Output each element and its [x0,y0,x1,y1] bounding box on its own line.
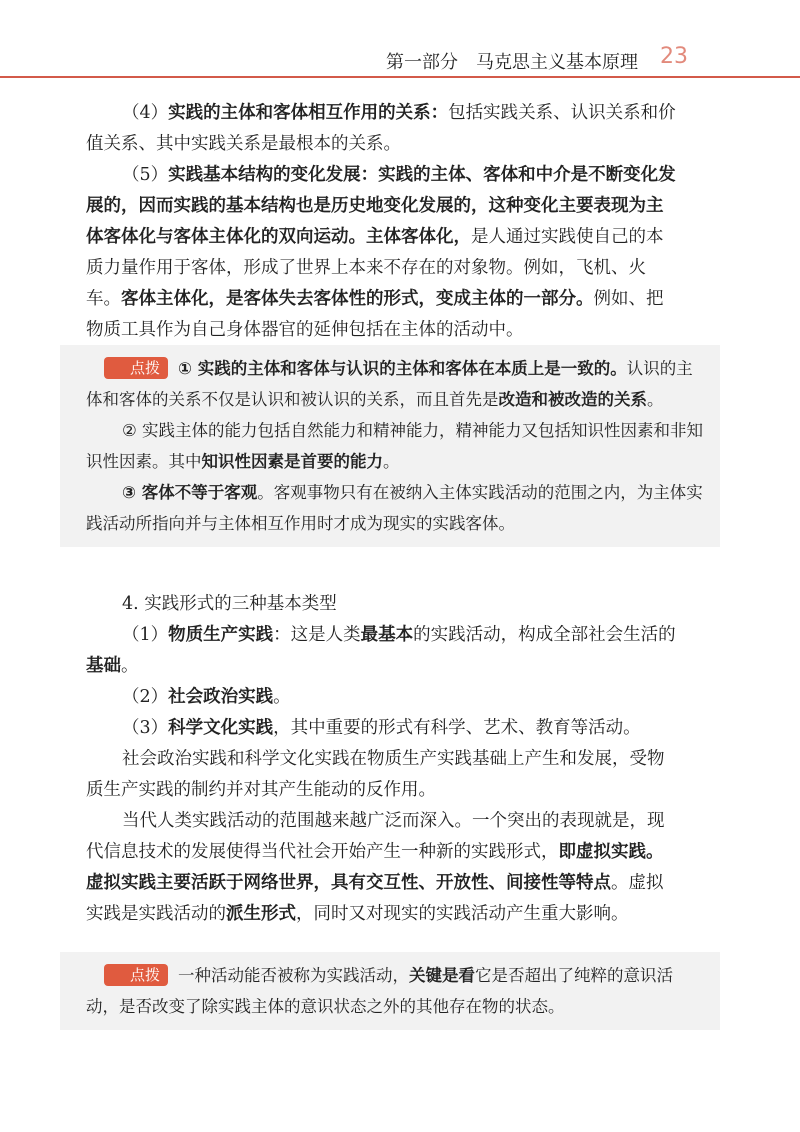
tip-2-bold: 知识性因素是首要的能力 [201,452,383,471]
tip-1-end: 。 [647,390,664,409]
virtual-text-3: ，同时又对现实的实践活动产生重大影响。 [296,904,629,924]
tip-badge: 点拨 [104,357,168,379]
type-1-bold-2: 最基本 [360,625,414,645]
item-5-text-2: 例如、把物质工具作为自己身体器官的延伸包括在主体的活动中。 [86,289,664,340]
section-4-heading: 4. 实践形式的三种基本类型 [122,594,337,614]
type-1-text-2: 的实践活动，构成全部社会生活的 [413,625,676,645]
section-4 [86,589,676,930]
tip-3-text: 。客观事物只有在被纳入主体实践活动的范围之内，为主体实践活动所指向并与主体相互作用时才成为现实的实践客体。 [86,483,703,533]
item-4-number: （4） [122,103,169,123]
type-1-number: （1） [122,625,169,645]
header-rule [0,76,800,78]
page-number: 23 [660,44,688,69]
relation-paragraph: 社会政治实践和科学文化实践在物质生产实践基础上产生和发展，受物质生产实践的制约并对其产生能动的反作用。 [86,749,665,800]
tip-2-text: ② 实践主体的能力包括自然能力和精神能力，精神能力又包括知识性因素和非知识性因素。其中 [86,421,704,471]
item-5-number: （5） [122,165,169,185]
type-2 [86,682,676,713]
item-5-text-1: 是人通过实践使自己的本质力量作用于客体，形成了世界上本来不存在的对象物。例如，飞机、火车。 [86,227,664,309]
type-1-end: 。 [121,656,139,676]
tip-3-bold: ③ 客体不等于客观 [122,483,258,502]
tip-2-paragraph [86,960,704,1022]
structure-paragraphs [86,98,676,346]
tip-1-bold-2: 改造和被改造的关系 [498,390,647,409]
type-3-text: ，其中重要的形式有科学、艺术、教育等活动。 [273,718,641,738]
tip-1-p1 [86,353,704,415]
tip-1-bold: ① 实践的主体和客体与认识的主体和客体在本质上是一致的。 [178,359,627,378]
virtual-text: 当代人类实践活动的范围越来越广泛而深入。一个突出的表现就是，现代信息技术的发展使得当代社会开始产生一种新的实践形式， [86,811,665,862]
type-3 [86,713,676,744]
type-1 [86,620,676,682]
type-2-bold: 社会政治实践 [168,687,274,707]
type-1-bold: 物质生产实践 [168,625,274,645]
type-1-text: ：这是人类 [273,625,361,645]
virtual-bold: 即虚拟实践。虚拟实践主要活跃于网络世界，具有交互性、开放性、间接性等特点 [86,842,664,893]
tip-1-text: 认识的主体和客体的关系不仅是认识和被认识的关系，而且首先是 [86,359,693,409]
item-5 [86,160,676,346]
tip2-bold: 关键是看 [409,966,476,985]
virtual-bold-2: 派生形式 [226,904,296,924]
item-4 [86,98,676,160]
item-5-bold-2: 客体主体化，是客体失去客体性的形式，变成主体的一部分。 [121,289,594,309]
item-5-bold-1: 实践基本结构的变化发展：实践的主体、客体和中介是不断变化发展的，因而实践的基本结构也是历史地变化发展的，这种变化主要表现为主体客体化与客体主体化的双向运动。主体客体化， [86,165,676,247]
page-header [0,0,800,80]
item-4-text: 包括实践关系、认识关系和价值关系、其中实践关系是最根本的关系。 [86,103,676,154]
tip-box-1 [60,345,720,547]
type-3-bold: 科学文化实践 [168,718,274,738]
tip2-text-1: 一种活动能否被称为实践活动， [178,966,410,985]
tip-1-p3 [86,477,704,539]
type-1-bold-3: 基础 [86,656,121,676]
tip-1-p2 [86,415,704,477]
type-2-number: （2） [122,687,169,707]
item-4-heading: 实践的主体和客体相互作用的关系： [168,103,449,123]
type-3-number: （3） [122,718,169,738]
tip2-text-2: 它是否超出了纯粹的意识活动，是否改变了除实践主体的意识状态之外的其他存在物的状态。 [86,966,674,1016]
virtual-text-2: 。虚拟实践是实践活动的 [86,873,664,924]
tip-box-2 [60,952,720,1030]
tip-2-end: 。 [383,452,400,471]
tip-badge: 点拨 [104,964,168,986]
virtual-practice-paragraph [86,806,676,930]
type-2-end: 。 [273,687,291,707]
section-title: 第一部分 马克思主义基本原理 [386,52,638,73]
